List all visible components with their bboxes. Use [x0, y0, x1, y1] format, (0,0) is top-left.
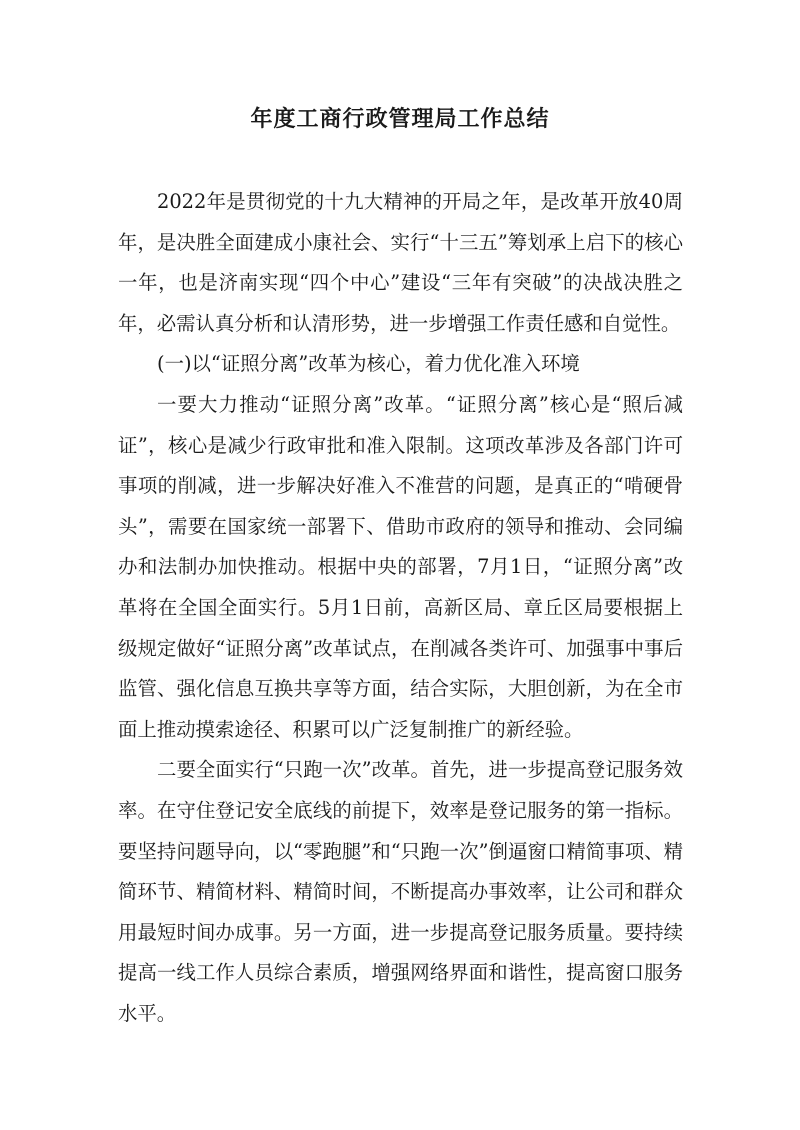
intro-paragraph: 2022年是贯彻党的十九大精神的开局之年，是改革开放40周年，是决胜全面建成小康社会、实行“十三五”筹划承上启下的核心一年，也是济南实现“四个中心”建设“三年有突破”的决战决胜之年，必需认真分析和认清形势，进一步增强工作责任感和自觉性。	[118, 190, 683, 335]
body-paragraph-1: 一要大力推动“证照分离”改革。“证照分离”核心是“照后减证”，核心是减少行政审批和准入限制。这项改革涉及各部门许可事项的削减，进一步解决好准入不准营的问题，是真正的“啃硬骨头”，需要在国家统一部署下、借助市政府的领导和推动、会同编办和法制办加快推动。根据中央的部署，7月1日，“证照分离”改革将在全国全面实行。5月1日前，高新区局、章丘区局要根据上级规定做好“证照分离”改革试点，在削减各类许可、加强事中事后监管、强化信息互换共享等方面，结合实际，大胆创新，为在全市面上推动摸索途径、积累可以广泛复制推广的新经验。	[118, 392, 683, 741]
document-body	[118, 182, 683, 1034]
document-title: 年度工商行政管理局工作总结	[250, 106, 550, 132]
section-heading: (一)以“证照分离”改革为核心，着力优化准入环境	[157, 352, 580, 376]
body-paragraph-2: 二要全面实行“只跑一次”改革。首先，进一步提高登记服务效率。在守住登记安全底线的前提下，效率是登记服务的第一指标。要坚持问题导向，以“零跑腿”和“只跑一次”倒逼窗口精简事项、精简环节、精简材料、精简时间，不断提高办事效率，让公司和群众用最短时间办成事。另一方面，进一步提高登记服务质量。要持续提高一线工作人员综合素质，增强网络界面和谐性，提高窗口服务水平。	[118, 758, 683, 1025]
